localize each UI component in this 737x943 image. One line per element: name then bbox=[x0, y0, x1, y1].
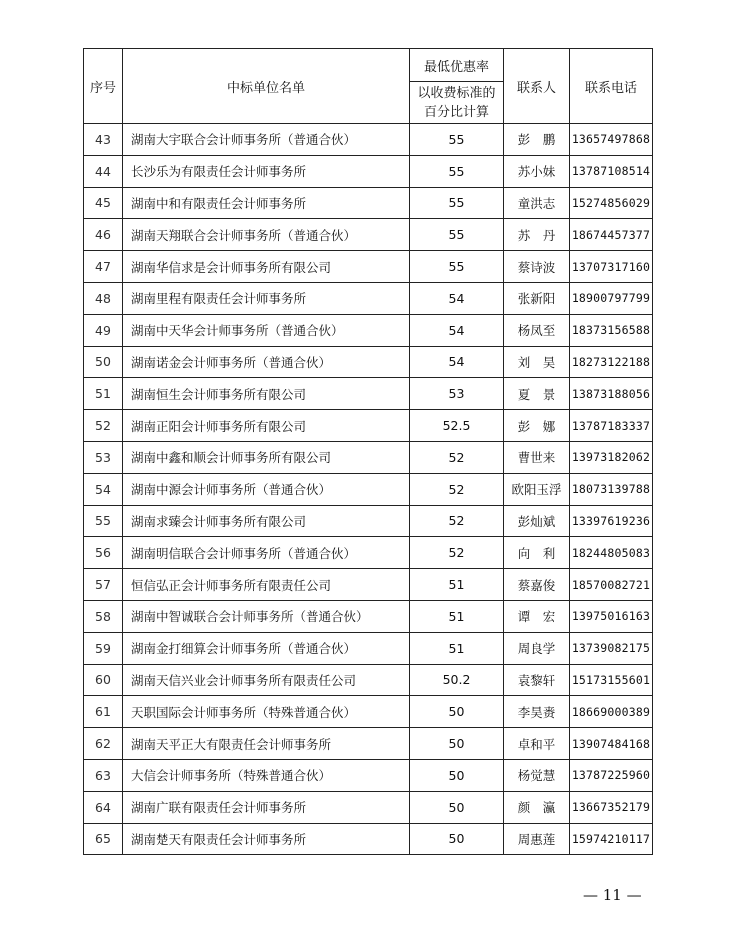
cell-phone: 15974210117 bbox=[570, 823, 653, 855]
cell-rate: 50 bbox=[410, 759, 504, 791]
header-rate: 最低优惠率 bbox=[410, 49, 504, 82]
header-phone: 联系电话 bbox=[570, 49, 653, 124]
cell-index: 59 bbox=[84, 632, 123, 664]
cell-contact: 刘 昊 bbox=[504, 346, 570, 378]
cell-name: 恒信弘正会计师事务所有限责任公司 bbox=[123, 569, 410, 601]
cell-contact: 苏 丹 bbox=[504, 219, 570, 251]
cell-contact: 苏小妹 bbox=[504, 155, 570, 187]
table-row bbox=[84, 632, 653, 664]
cell-rate: 53 bbox=[410, 378, 504, 410]
cell-name: 湖南广联有限责任会计师事务所 bbox=[123, 791, 410, 823]
cell-contact: 张新阳 bbox=[504, 282, 570, 314]
cell-rate: 52 bbox=[410, 473, 504, 505]
cell-rate: 50 bbox=[410, 728, 504, 760]
cell-name: 湖南明信联合会计师事务所（普通合伙） bbox=[123, 537, 410, 569]
cell-contact: 童洪志 bbox=[504, 187, 570, 219]
cell-name: 湖南楚天有限责任会计师事务所 bbox=[123, 823, 410, 855]
cell-rate: 55 bbox=[410, 124, 504, 156]
cell-rate: 50 bbox=[410, 823, 504, 855]
cell-phone: 13707317160 bbox=[570, 251, 653, 283]
cell-phone: 18273122188 bbox=[570, 346, 653, 378]
cell-contact: 杨凤至 bbox=[504, 314, 570, 346]
cell-phone: 18244805083 bbox=[570, 537, 653, 569]
cell-rate: 52 bbox=[410, 537, 504, 569]
cell-index: 48 bbox=[84, 282, 123, 314]
cell-index: 50 bbox=[84, 346, 123, 378]
cell-name: 湖南中和有限责任会计师事务所 bbox=[123, 187, 410, 219]
cell-rate: 50 bbox=[410, 791, 504, 823]
header-rate-sub bbox=[410, 82, 504, 124]
cell-contact: 袁黎轩 bbox=[504, 664, 570, 696]
cell-name: 湖南里程有限责任会计师事务所 bbox=[123, 282, 410, 314]
cell-name: 湖南恒生会计师事务所有限公司 bbox=[123, 378, 410, 410]
cell-index: 56 bbox=[84, 537, 123, 569]
cell-phone: 13787108514 bbox=[570, 155, 653, 187]
header-rate-sub-line1: 以收费标准的 bbox=[417, 85, 496, 101]
cell-rate: 50 bbox=[410, 696, 504, 728]
table-row bbox=[84, 600, 653, 632]
cell-rate: 51 bbox=[410, 569, 504, 601]
cell-phone: 13787183337 bbox=[570, 410, 653, 442]
cell-index: 58 bbox=[84, 600, 123, 632]
table-row bbox=[84, 823, 653, 855]
cell-phone: 13667352179 bbox=[570, 791, 653, 823]
cell-rate: 51 bbox=[410, 632, 504, 664]
cell-name: 湖南正阳会计师事务所有限公司 bbox=[123, 410, 410, 442]
cell-contact: 李昊赉 bbox=[504, 696, 570, 728]
table-row bbox=[84, 410, 653, 442]
cell-name: 湖南中鑫和顺会计师事务所有限公司 bbox=[123, 441, 410, 473]
cell-name: 湖南中智诚联合会计师事务所（普通合伙） bbox=[123, 600, 410, 632]
table-row bbox=[84, 441, 653, 473]
cell-index: 54 bbox=[84, 473, 123, 505]
cell-contact: 夏 景 bbox=[504, 378, 570, 410]
table-row bbox=[84, 664, 653, 696]
cell-name: 天职国际会计师事务所（特殊普通合伙） bbox=[123, 696, 410, 728]
cell-index: 44 bbox=[84, 155, 123, 187]
cell-rate: 54 bbox=[410, 346, 504, 378]
cell-index: 57 bbox=[84, 569, 123, 601]
cell-contact: 向 利 bbox=[504, 537, 570, 569]
cell-phone: 13787225960 bbox=[570, 759, 653, 791]
table-row bbox=[84, 728, 653, 760]
header-rate-sub-line2: 百分比计算 bbox=[423, 104, 489, 120]
cell-index: 60 bbox=[84, 664, 123, 696]
cell-rate: 55 bbox=[410, 219, 504, 251]
cell-rate: 52.5 bbox=[410, 410, 504, 442]
cell-rate: 55 bbox=[410, 251, 504, 283]
table-row bbox=[84, 378, 653, 410]
cell-contact: 蔡诗波 bbox=[504, 251, 570, 283]
cell-rate: 52 bbox=[410, 441, 504, 473]
cell-index: 62 bbox=[84, 728, 123, 760]
cell-rate: 55 bbox=[410, 155, 504, 187]
table-row bbox=[84, 569, 653, 601]
table-row bbox=[84, 537, 653, 569]
cell-contact: 卓和平 bbox=[504, 728, 570, 760]
cell-phone: 18669000389 bbox=[570, 696, 653, 728]
cell-contact: 彭 鹏 bbox=[504, 124, 570, 156]
table-row bbox=[84, 251, 653, 283]
table-row bbox=[84, 219, 653, 251]
table-body bbox=[84, 124, 653, 855]
cell-phone: 15274856029 bbox=[570, 187, 653, 219]
cell-rate: 51 bbox=[410, 600, 504, 632]
table-row bbox=[84, 155, 653, 187]
cell-contact: 周良学 bbox=[504, 632, 570, 664]
bid-winners-table bbox=[83, 48, 653, 855]
cell-index: 45 bbox=[84, 187, 123, 219]
cell-name: 长沙乐为有限责任会计师事务所 bbox=[123, 155, 410, 187]
table-row bbox=[84, 314, 653, 346]
cell-contact: 颜 瀛 bbox=[504, 791, 570, 823]
cell-phone: 18373156588 bbox=[570, 314, 653, 346]
cell-name: 湖南大宇联合会计师事务所（普通合伙） bbox=[123, 124, 410, 156]
cell-rate: 54 bbox=[410, 314, 504, 346]
header-index: 序号 bbox=[84, 49, 123, 124]
cell-index: 51 bbox=[84, 378, 123, 410]
table-row bbox=[84, 696, 653, 728]
cell-rate: 55 bbox=[410, 187, 504, 219]
cell-index: 43 bbox=[84, 124, 123, 156]
cell-index: 63 bbox=[84, 759, 123, 791]
cell-index: 64 bbox=[84, 791, 123, 823]
cell-index: 53 bbox=[84, 441, 123, 473]
cell-rate: 50.2 bbox=[410, 664, 504, 696]
cell-contact: 杨觉慧 bbox=[504, 759, 570, 791]
table-row bbox=[84, 473, 653, 505]
cell-phone: 13873188056 bbox=[570, 378, 653, 410]
table-row bbox=[84, 346, 653, 378]
cell-name: 湖南中源会计师事务所（普通合伙） bbox=[123, 473, 410, 505]
cell-index: 49 bbox=[84, 314, 123, 346]
cell-contact: 彭 娜 bbox=[504, 410, 570, 442]
cell-phone: 13739082175 bbox=[570, 632, 653, 664]
table-row bbox=[84, 124, 653, 156]
cell-name: 湖南天平正大有限责任会计师事务所 bbox=[123, 728, 410, 760]
cell-phone: 18073139788 bbox=[570, 473, 653, 505]
cell-phone: 13973182062 bbox=[570, 441, 653, 473]
cell-index: 46 bbox=[84, 219, 123, 251]
header-name: 中标单位名单 bbox=[123, 49, 410, 124]
cell-contact: 彭灿斌 bbox=[504, 505, 570, 537]
cell-name: 湖南中天华会计师事务所（普通合伙） bbox=[123, 314, 410, 346]
cell-phone: 15173155601 bbox=[570, 664, 653, 696]
table-row bbox=[84, 187, 653, 219]
cell-name: 湖南金打细算会计师事务所（普通合伙） bbox=[123, 632, 410, 664]
cell-name: 大信会计师事务所（特殊普通合伙） bbox=[123, 759, 410, 791]
cell-index: 47 bbox=[84, 251, 123, 283]
header-contact: 联系人 bbox=[504, 49, 570, 124]
table-row bbox=[84, 759, 653, 791]
cell-rate: 52 bbox=[410, 505, 504, 537]
cell-phone: 18674457377 bbox=[570, 219, 653, 251]
cell-name: 湖南诺金会计师事务所（普通合伙） bbox=[123, 346, 410, 378]
cell-contact: 蔡嘉俊 bbox=[504, 569, 570, 601]
cell-name: 湖南求臻会计师事务所有限公司 bbox=[123, 505, 410, 537]
cell-phone: 13975016163 bbox=[570, 600, 653, 632]
cell-index: 65 bbox=[84, 823, 123, 855]
cell-name: 湖南天翔联合会计师事务所（普通合伙） bbox=[123, 219, 410, 251]
cell-contact: 周惠莲 bbox=[504, 823, 570, 855]
cell-index: 61 bbox=[84, 696, 123, 728]
cell-name: 湖南天信兴业会计师事务所有限责任公司 bbox=[123, 664, 410, 696]
table-row bbox=[84, 505, 653, 537]
cell-contact: 曹世来 bbox=[504, 441, 570, 473]
cell-phone: 13657497868 bbox=[570, 124, 653, 156]
cell-name: 湖南华信求是会计师事务所有限公司 bbox=[123, 251, 410, 283]
cell-index: 55 bbox=[84, 505, 123, 537]
cell-phone: 18900797799 bbox=[570, 282, 653, 314]
table-row bbox=[84, 791, 653, 823]
page-number: — 11 — bbox=[583, 886, 642, 904]
table-row bbox=[84, 282, 653, 314]
cell-rate: 54 bbox=[410, 282, 504, 314]
cell-phone: 18570082721 bbox=[570, 569, 653, 601]
cell-index: 52 bbox=[84, 410, 123, 442]
cell-contact: 谭 宏 bbox=[504, 600, 570, 632]
cell-phone: 13907484168 bbox=[570, 728, 653, 760]
cell-phone: 13397619236 bbox=[570, 505, 653, 537]
cell-contact: 欧阳玉浮 bbox=[504, 473, 570, 505]
